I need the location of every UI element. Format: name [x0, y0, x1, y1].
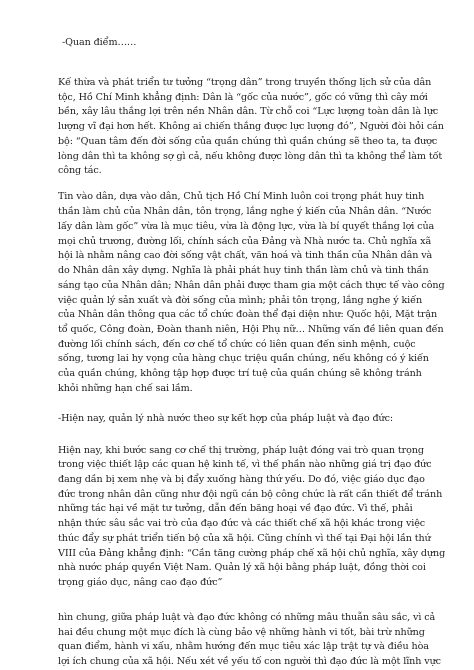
paragraph-line: sáng tạo của Nhân dân; Nhân dân phải được tham gia một cách thực tế vào công [58, 279, 445, 291]
paragraph-line: thúc đẩy sự phát triển tiến bộ của xã hội. Cũng chính vì thế tại Đại hội lần thứ [58, 532, 431, 544]
paragraph-line: của quần chúng, không tập hợp được trí tuệ của quần chúng sẽ không tránh [58, 368, 422, 380]
paragraph-line: nhận thức sâu sắc vai trò của đạo đức và các thiết chế xã hội khác trong việc [58, 518, 426, 530]
section-heading-quan-diem: -Quan điểm…… [62, 37, 137, 48]
paragraph-line: đức trong nhân dân cũng như đội ngũ cán bộ công chức là rất cần thiết để tránh [58, 488, 443, 500]
paragraph-line: của Nhân dân thông qua các tổ chức đoàn thể đại diện như: Quốc hội, Mặt trận [58, 309, 438, 321]
paragraph-line: Kế thừa và phát triển tư tưởng “trọng dân” trong truyền thống lịch sử của dân [58, 76, 432, 88]
paragraph-line: bộ: “Quan tâm đến đời sống của quần chúng thì quần chúng sẽ theo ta, ta được [58, 135, 438, 147]
paragraph-line: lấy dân làm gốc” vừa là mục tiêu, vừa là động lực, vừa là bí quyết thắng lợi của [58, 220, 435, 232]
paragraph-line: Hiện nay, khi bước sang cơ chế thị trường, pháp luật đóng vai trò quan trọng [58, 444, 424, 456]
paragraph-line: đường lối chính sách, đến cơ chế tổ chức có liên quan đến sinh mệnh, cuộc [58, 338, 416, 350]
paragraph-line: trọng giáo dục, nâng cao đạo đức” [58, 577, 223, 589]
paragraph-line: những tác hại về mặt tư tưởng, dẫn đến băng hoại về đạo đức. Vì thế, phải [58, 503, 413, 515]
paragraph-line: thần làm chủ của Nhân dân, tôn trọng, lắng nghe ý kiến của Nhân dân. “Nước [58, 206, 432, 218]
section-heading-quan-ly: -Hiện nay, quản lý nhà nước theo sự kết hợp của pháp luật và đạo đức: [58, 413, 393, 425]
paragraph-line: Tin vào dân, dựa vào dân, Chủ tịch Hồ Chí Minh luôn coi trọng phát huy tinh [58, 191, 425, 203]
paragraph-line: đang dần bị xem nhẹ và bị đẩy xuống hàng thứ yếu. Do đó, việc giáo dục đạo [58, 473, 425, 485]
paragraph-line: nhà nước pháp quyền Việt Nam. Quản lý xã hội bằng pháp luật, đồng thời coi [58, 562, 426, 574]
paragraph-line: khỏi những hạn chế sai lầm. [58, 382, 193, 394]
paragraph-line: lượng vĩ đại hơn hết. Không ai chiến thắng được lực lượng đó”, Người đòi hỏi cán [58, 121, 444, 133]
paragraph-line: công tác. [58, 165, 102, 177]
paragraph-line: mọi chủ trương, đường lối, chính sách của Đảng và Nhà nước ta. Chủ nghĩa xã [58, 235, 432, 247]
paragraph-line: lòng dân thì ta không sợ gì cả, nếu không được lòng dân thì ta không thể làm tốt [58, 150, 443, 162]
paragraph-line: lợi ích chung của xã hội. Nếu xét về yếu tố con người thì đạo đức là một lĩnh vực [58, 656, 441, 667]
paragraph-line: trong việc thiết lập các quan hệ kinh tế, vì thế phần nào những giá trị đạo đức [58, 459, 432, 471]
paragraph-line: việc quản lý sản xuất và đời sống của mình; phải tôn trọng, lắng nghe ý kiến [58, 294, 423, 306]
paragraph-line: tổ quốc, Công đoàn, Đoàn thanh niên, Hội Phụ nữ… Những vấn đề liên quan đến [58, 324, 444, 335]
paragraph-line: quan điểm, hành vi xấu, nhằm hướng đến mục tiêu xác lập trật tự và điều hòa [58, 641, 429, 653]
paragraph-line: hìn chung, giữa pháp luật và đạo đức không có những mâu thuẫn sâu sắc, vì cả [58, 611, 436, 623]
paragraph-line: bền, xây lâu thắng lợi trên nền Nhân dân. Từ chỗ coi “Lực lượng toàn dân là lực [58, 106, 439, 118]
paragraph-line: hai đều chung một mục đích là cùng bảo vệ những hành vi tốt, bài trừ những [58, 626, 425, 638]
paragraph-line: do Nhân dân xây dựng. Nghĩa là phải phát huy tinh thần làm chủ và tinh thần [58, 265, 429, 276]
paragraph-line: sống, tương lai hy vọng của hàng chục triệu quần chúng, nếu không có ý kiến [58, 353, 429, 365]
paragraph-line: hội là nhằm nâng cao đời sống vật chất, văn hoá và tinh thần của Nhân dân và [58, 250, 433, 262]
paragraph-line: tộc, Hồ Chí Minh khẳng định: Dân là “gốc của nước”, gốc có vững thì cây mới [58, 91, 428, 103]
paragraph-line: VIII của Đảng khẳng định: “Cần tăng cường pháp chế xã hội chủ nghĩa, xây dựng [58, 547, 446, 559]
